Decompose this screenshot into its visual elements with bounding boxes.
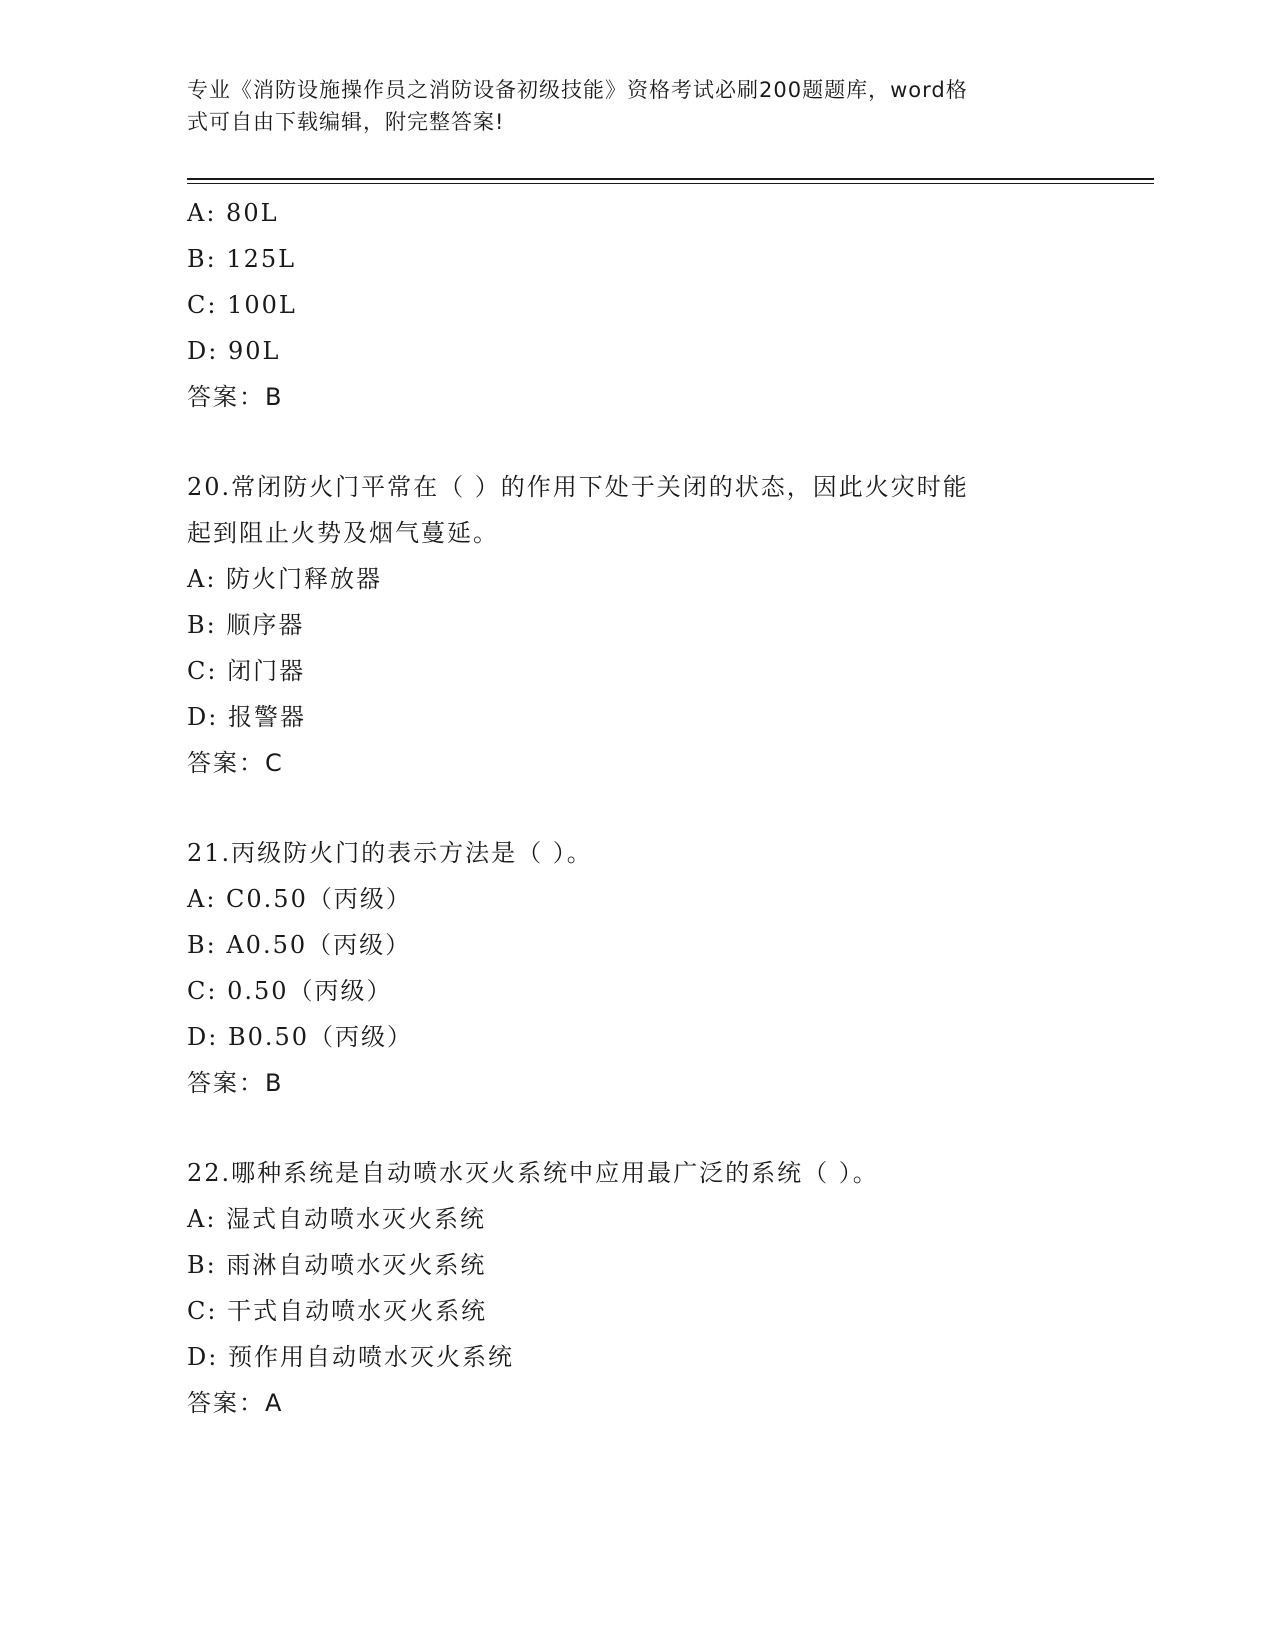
option-d: D: 报警器	[187, 703, 306, 731]
header-divider-thick	[187, 178, 1154, 180]
option-c: C: 闭门器	[187, 657, 306, 685]
question-text: 21.丙级防火门的表示方法是（ ）。	[187, 839, 593, 867]
question-text: 20.常闭防火门平常在（ ）的作用下处于关闭的状态，因此火灾时能	[187, 473, 969, 501]
option-c: C: 干式自动喷水灭火系统	[187, 1297, 488, 1325]
question-block-22	[187, 1150, 1087, 1426]
option-a: A: 防火门释放器	[187, 565, 383, 593]
option-c: C: 0.50（丙级）	[187, 977, 393, 1005]
option-a: A: 湿式自动喷水灭火系统	[187, 1205, 487, 1233]
question-text: 22.哪种系统是自动喷水灭火系统中应用最广泛的系统（ ）。	[187, 1159, 879, 1187]
option-a: A: C0.50（丙级）	[187, 885, 412, 913]
header-title-line-1: 专业《消防设施操作员之消防设备初级技能》资格考试必刷200题题库，word格	[187, 78, 968, 102]
option-b: B: A0.50（丙级）	[187, 931, 412, 959]
option-d: D: 预作用自动喷水灭火系统	[187, 1343, 514, 1371]
option-b: B: 125L	[187, 245, 297, 273]
option-c: C: 100L	[187, 291, 297, 319]
answer-line: 答案：B	[187, 1069, 284, 1097]
option-d: D: B0.50（丙级）	[187, 1023, 414, 1051]
header-divider-thin	[187, 183, 1154, 184]
answer-line: 答案：A	[187, 1389, 284, 1417]
answer-line: 答案：C	[187, 749, 284, 777]
option-a: A: 80L	[187, 199, 279, 227]
question-block-21	[187, 830, 1087, 1106]
question-block-20	[187, 464, 1087, 786]
document-header	[187, 74, 1067, 138]
option-b: B: 雨淋自动喷水灭火系统	[187, 1251, 487, 1279]
option-b: B: 顺序器	[187, 611, 305, 639]
question-text-continued: 起到阻止火势及烟气蔓延。	[187, 519, 499, 547]
question-list	[187, 190, 1087, 1426]
answer-line: 答案：B	[187, 383, 284, 411]
option-d: D: 90L	[187, 337, 281, 365]
header-title-line-2: 式可自由下载编辑，附完整答案!	[187, 110, 505, 134]
question-block-continued	[187, 190, 1087, 420]
